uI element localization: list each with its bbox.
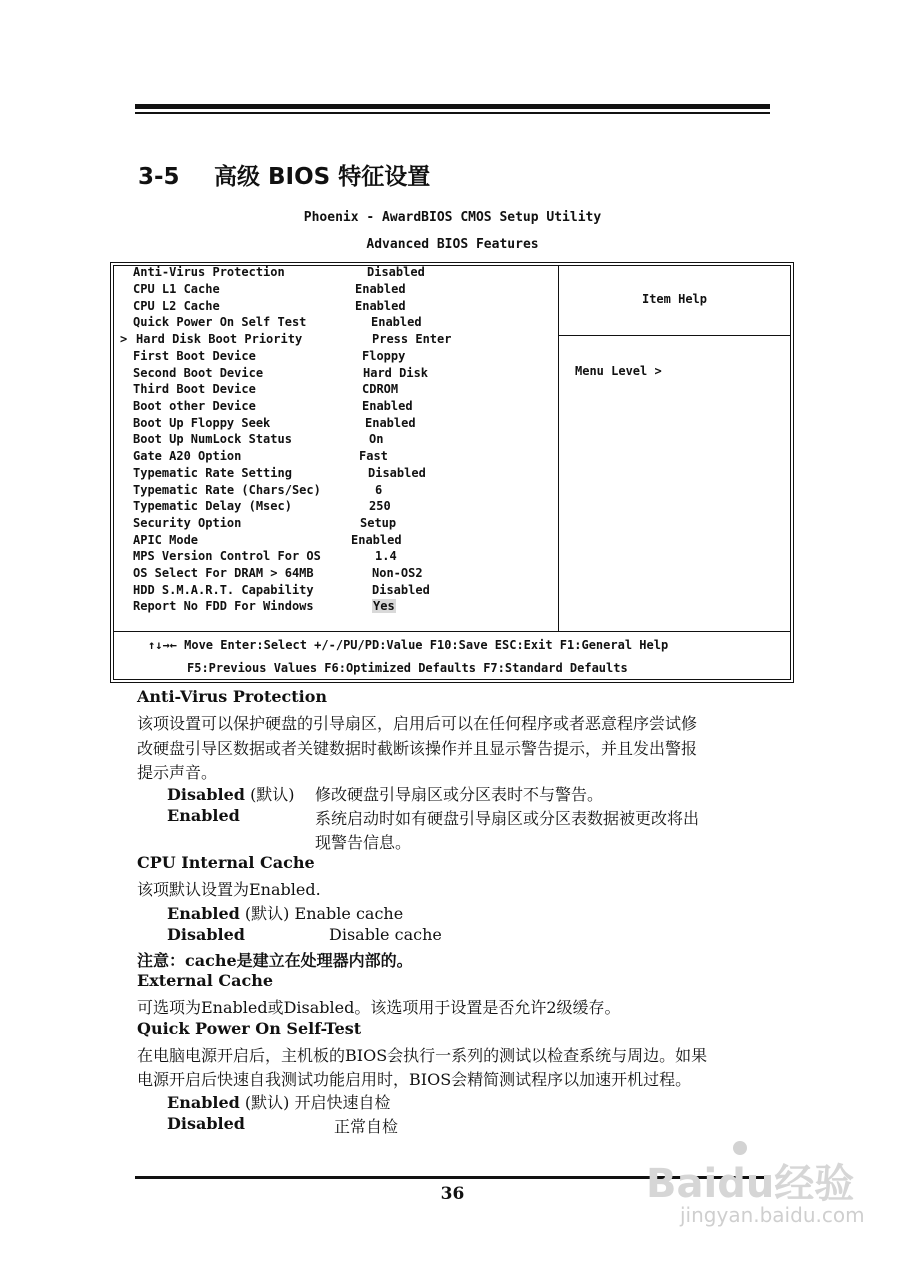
watermark-brand: Baidu经验 <box>646 1161 855 1207</box>
default-marker: (默认) <box>244 904 290 923</box>
heading-external-cache: External Cache <box>137 971 274 990</box>
setting-label: Security Option <box>133 516 242 530</box>
heading-quick-power-on: Quick Power On Self-Test <box>137 1019 362 1038</box>
option-description: 现警告信息。 <box>315 833 412 852</box>
paragraph-line: 该项默认设置为Enabled. <box>137 880 321 899</box>
bios-setting-row[interactable] <box>0 399 905 415</box>
bios-setting-row[interactable] <box>0 566 905 582</box>
bios-setting-row[interactable] <box>0 416 905 432</box>
setting-value[interactable]: Press Enter <box>372 332 452 346</box>
option-key: Enabled <box>167 1093 240 1112</box>
bios-setting-row[interactable] <box>0 315 905 331</box>
header-rule-thick <box>135 104 770 109</box>
option-description: Enable cache <box>294 904 404 923</box>
paragraph-line: 在电脑电源开启后，主机板的BIOS会执行一系列的测试以检查系统与周边。如果 <box>137 1046 708 1065</box>
setting-value[interactable]: Disabled <box>367 265 425 279</box>
bios-setting-row[interactable] <box>0 599 905 615</box>
bios-footer-divider <box>113 631 791 632</box>
bios-setting-row[interactable] <box>0 349 905 365</box>
bios-setting-row[interactable] <box>0 583 905 599</box>
section-title <box>138 158 430 191</box>
setting-label: HDD S.M.A.R.T. Capability <box>133 583 314 597</box>
setting-value[interactable]: CDROM <box>362 382 399 396</box>
setting-label: Boot Up Floppy Seek <box>133 416 271 430</box>
option-key: Disabled <box>167 785 245 804</box>
bios-setting-row[interactable] <box>0 366 905 382</box>
option-key: Disabled <box>167 1114 245 1133</box>
setting-label: CPU L1 Cache <box>133 282 220 296</box>
setting-label: Typematic Rate Setting <box>133 466 292 480</box>
setting-label: First Boot Device <box>133 349 256 363</box>
setting-label: Boot other Device <box>133 399 256 413</box>
option-key: Enabled <box>167 806 240 825</box>
bios-setting-row[interactable] <box>0 332 905 348</box>
setting-value[interactable]: 6 <box>375 483 383 497</box>
option-enabled-row <box>167 901 403 924</box>
bios-footer-function-keys: F5:Previous Values F6:Optimized Defaults F7:Standard Defaults <box>187 661 628 675</box>
setting-value[interactable]: Disabled <box>372 583 430 597</box>
setting-value[interactable]: Floppy <box>362 349 406 363</box>
bios-setting-row[interactable] <box>0 265 905 281</box>
setting-label: Anti-Virus Protection <box>133 265 285 279</box>
setting-label: Gate A20 Option <box>133 449 242 463</box>
setting-label: Second Boot Device <box>133 366 264 380</box>
section-heading: 高级 BIOS 特征设置 <box>214 164 431 190</box>
setting-value[interactable]: Enabled <box>362 399 413 413</box>
paragraph-line: 该项设置可以保护硬盘的引导扇区，启用后可以在任何程序或者恶意程序尝试修 <box>137 714 698 733</box>
option-description: 开启快速自检 <box>294 1093 391 1112</box>
option-description: Disable cache <box>329 925 442 944</box>
bios-setting-row[interactable] <box>0 382 905 398</box>
paragraph-line: 改硬盘引导区数据或者关键数据时截断该操作并且显示警告提示，并且发出警报 <box>137 739 698 758</box>
paragraph-line: 可选项为Enabled或Disabled。该选项用于设置是否允许2级缓存。 <box>137 998 621 1017</box>
bios-footer-keys: ↑↓→← Move Enter:Select +/-/PU/PD:Value F10:Save ESC:Exit F1:General Help <box>148 638 669 652</box>
setting-value[interactable]: Enabled <box>365 416 416 430</box>
setting-label: Report No FDD For Windows <box>133 599 314 613</box>
setting-label: OS Select For DRAM > 64MB <box>133 566 314 580</box>
default-marker: (默认) <box>250 785 295 804</box>
bios-setting-row[interactable] <box>0 499 905 515</box>
bios-utility-title: Phoenix - AwardBIOS CMOS Setup Utility <box>303 210 602 225</box>
setting-value[interactable]: Fast <box>359 449 388 463</box>
setting-value[interactable]: Enabled <box>351 533 402 547</box>
page-number: 36 <box>440 1184 465 1204</box>
setting-label: MPS Version Control For OS <box>133 549 321 563</box>
setting-value[interactable]: Enabled <box>355 299 406 313</box>
default-marker: (默认) <box>244 1093 290 1112</box>
option-description: 系统启动时如有硬盘引导扇区或分区表数据被更改将出 <box>315 809 700 828</box>
bios-screen-title: Advanced BIOS Features <box>366 237 539 252</box>
menu-level-text: Menu Level > <box>575 364 662 378</box>
option-description: 正常自检 <box>334 1117 399 1136</box>
paragraph-line: 电源开启后快速自我测试功能启用时，BIOS会精简测试程序以加速开机过程。 <box>137 1070 692 1089</box>
header-rule-thin <box>135 112 770 114</box>
setting-value[interactable]: Enabled <box>371 315 422 329</box>
bios-setting-row[interactable] <box>0 466 905 482</box>
setting-value[interactable]: 1.4 <box>375 549 397 563</box>
option-disabled-row <box>167 782 295 805</box>
submenu-arrow-icon: > <box>120 332 128 346</box>
option-enabled-row <box>167 1090 391 1113</box>
setting-value[interactable]: 250 <box>369 499 391 513</box>
setting-label: Typematic Rate (Chars/Sec) <box>133 483 321 497</box>
bios-setting-row[interactable] <box>0 533 905 549</box>
setting-value[interactable]: Setup <box>360 516 397 530</box>
bios-setting-row[interactable] <box>0 449 905 465</box>
bios-setting-row[interactable] <box>0 549 905 565</box>
item-help-title: Item Help <box>641 292 708 306</box>
setting-value[interactable]: Hard Disk <box>363 366 429 380</box>
option-key: Disabled <box>167 925 245 944</box>
paragraph-line: 提示声音。 <box>137 763 218 782</box>
setting-value[interactable]: Non-OS2 <box>372 566 423 580</box>
section-number: 3-5 <box>138 164 180 190</box>
bios-setting-row[interactable] <box>0 483 905 499</box>
setting-value[interactable]: Disabled <box>368 466 426 480</box>
setting-value-selected[interactable]: Yes <box>373 599 395 613</box>
setting-label: Boot Up NumLock Status <box>133 432 292 446</box>
setting-label: APIC Mode <box>133 533 199 547</box>
setting-value[interactable]: On <box>369 432 384 446</box>
setting-label: Typematic Delay (Msec) <box>133 499 292 513</box>
setting-label: Quick Power On Self Test <box>133 315 307 329</box>
bios-setting-row[interactable] <box>0 516 905 532</box>
setting-value[interactable]: Enabled <box>355 282 406 296</box>
heading-cpu-internal-cache: CPU Internal Cache <box>137 853 315 872</box>
option-key: Enabled <box>167 904 240 923</box>
setting-label: CPU L2 Cache <box>133 299 220 313</box>
heading-anti-virus: Anti-Virus Protection <box>137 687 328 706</box>
note-text: 注意：cache是建立在处理器内部的。 <box>137 951 413 970</box>
setting-label: Hard Disk Boot Priority <box>136 332 303 346</box>
setting-label: Third Boot Device <box>133 382 256 396</box>
option-description: 修改硬盘引导扇区或分区表时不与警告。 <box>315 785 604 804</box>
watermark-url: jingyan.baidu.com <box>680 1203 865 1227</box>
bios-setting-row[interactable] <box>0 432 905 448</box>
